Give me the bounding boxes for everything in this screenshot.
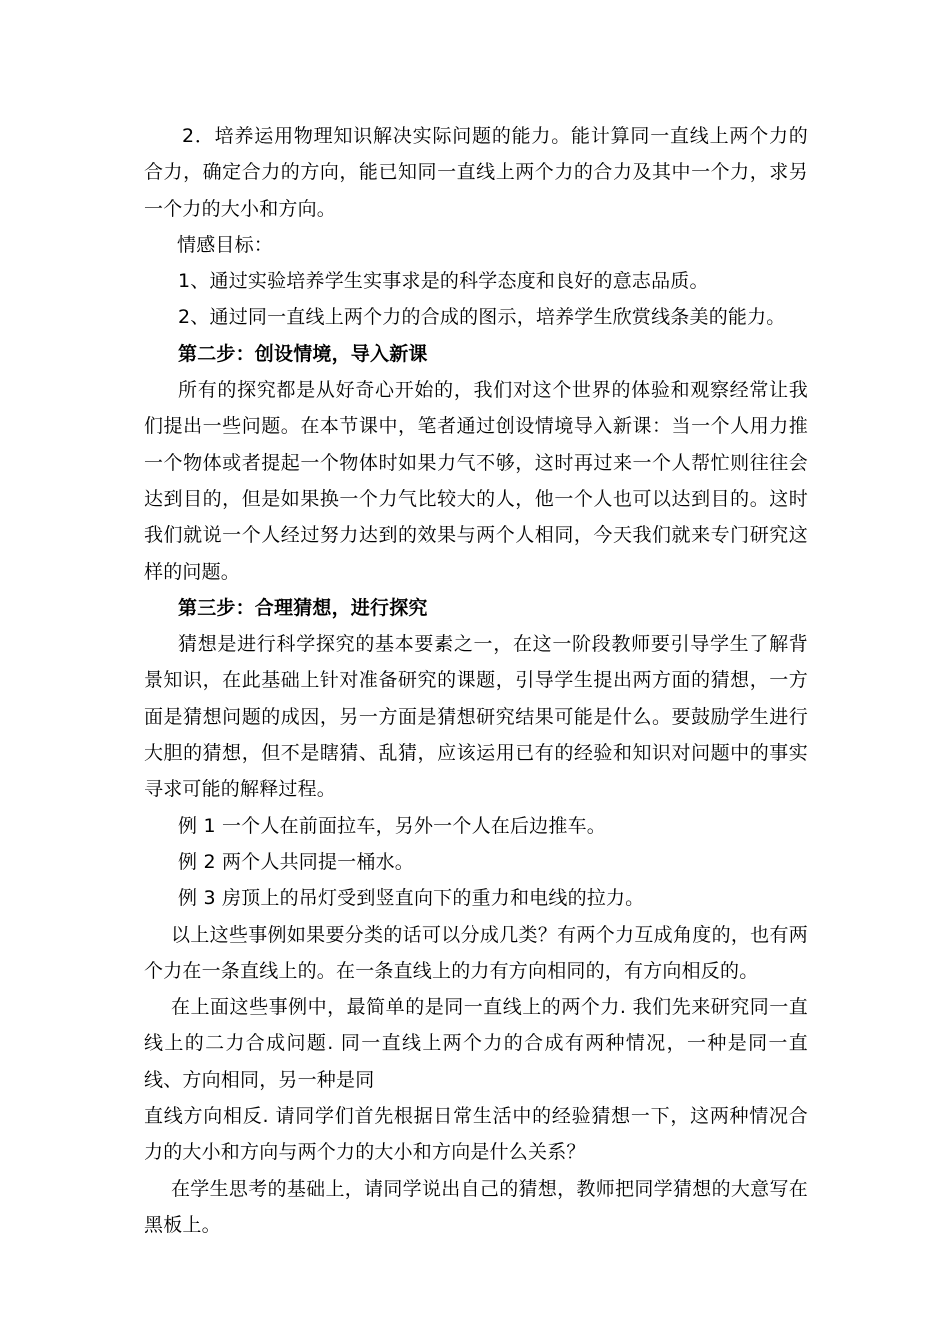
step-two-heading: 第二步：创设情境，导入新课 bbox=[178, 342, 428, 365]
classification-paragraph: 以上这些事例如果要分类的话可以分成几类？有两个力互成角度的，也有两个力在一条直线上的。在一条直线上的力有方向相同的，有方向相反的。 bbox=[144, 923, 808, 982]
step-three-paragraph: 猜想是进行科学探究的基本要素之一，在这一阶段教师要引导学生了解背景知识，在此基础上针对准备研究的课题，引导学生提出两方面的猜想，一方面是猜想问题的成因，另一方面是猜想研究结果可能是什么。要鼓励学生进行大胆的猜想，但不是瞎猜、乱猜，应该运用已有的经验和知识对问题中的事实寻求可能的解释过程。 bbox=[144, 633, 808, 801]
example-2: 例 2 两个人共同提一桶水。 bbox=[178, 850, 414, 873]
emotion-goal-heading: 情感目标： bbox=[177, 233, 274, 256]
emotion-goal-item-1: 1、通过实验培养学生实事求是的科学态度和良好的意志品质。 bbox=[178, 270, 709, 293]
guess-question-paragraph: 直线方向相反. 请同学们首先根据日常生活中的经验猜想一下，这两种情况合力的大小和方向与两个力的大小和方向是什么关系？ bbox=[144, 1105, 808, 1164]
example-1: 例 1 一个人在前面拉车，另外一个人在后边推车。 bbox=[178, 814, 606, 837]
ability-goal-paragraph: 2．培养运用物理知识解决实际问题的能力。能计算同一直线上两个力的合力，确定合力的方向，能已知同一直线上两个力的合力及其中一个力，求另一个力的大小和方向。 bbox=[144, 125, 808, 220]
emotion-goal-item-2: 2、通过同一直线上两个力的合成的图示，培养学生欣赏线条美的能力。 bbox=[178, 306, 786, 329]
step-two-paragraph: 所有的探究都是从好奇心开始的，我们对这个世界的体验和观察经常让我们提出一些问题。在本节课中，笔者通过创设情境导入新课：当一个人用力推一个物体或者提起一个物体时如果力气不够，这时再过来一个人帮忙则往往会达到目的，但是如果换一个力气比较大的人，他一个人也可以达到目的。这时我们就说一个人经过努力达到的效果与两个人相同，今天我们就来专门研究这样的问题。 bbox=[144, 379, 808, 583]
student-guess-paragraph: 在学生思考的基础上，请同学说出自己的猜想，教师把同学猜想的大意写在黑板上。 bbox=[144, 1177, 808, 1236]
document-page bbox=[144, 118, 808, 1243]
example-3: 例 3 房顶上的吊灯受到竖直向下的重力和电线的拉力。 bbox=[178, 887, 645, 910]
step-three-heading: 第三步：合理猜想，进行探究 bbox=[178, 596, 428, 619]
simplest-case-paragraph: 在上面这些事例中，最简单的是同一直线上的两个力. 我们先来研究同一直线上的二力合成问题. 同一直线上两个力的合成有两种情况，一种是同一直线、方向相同，另一种是同 bbox=[144, 996, 808, 1091]
